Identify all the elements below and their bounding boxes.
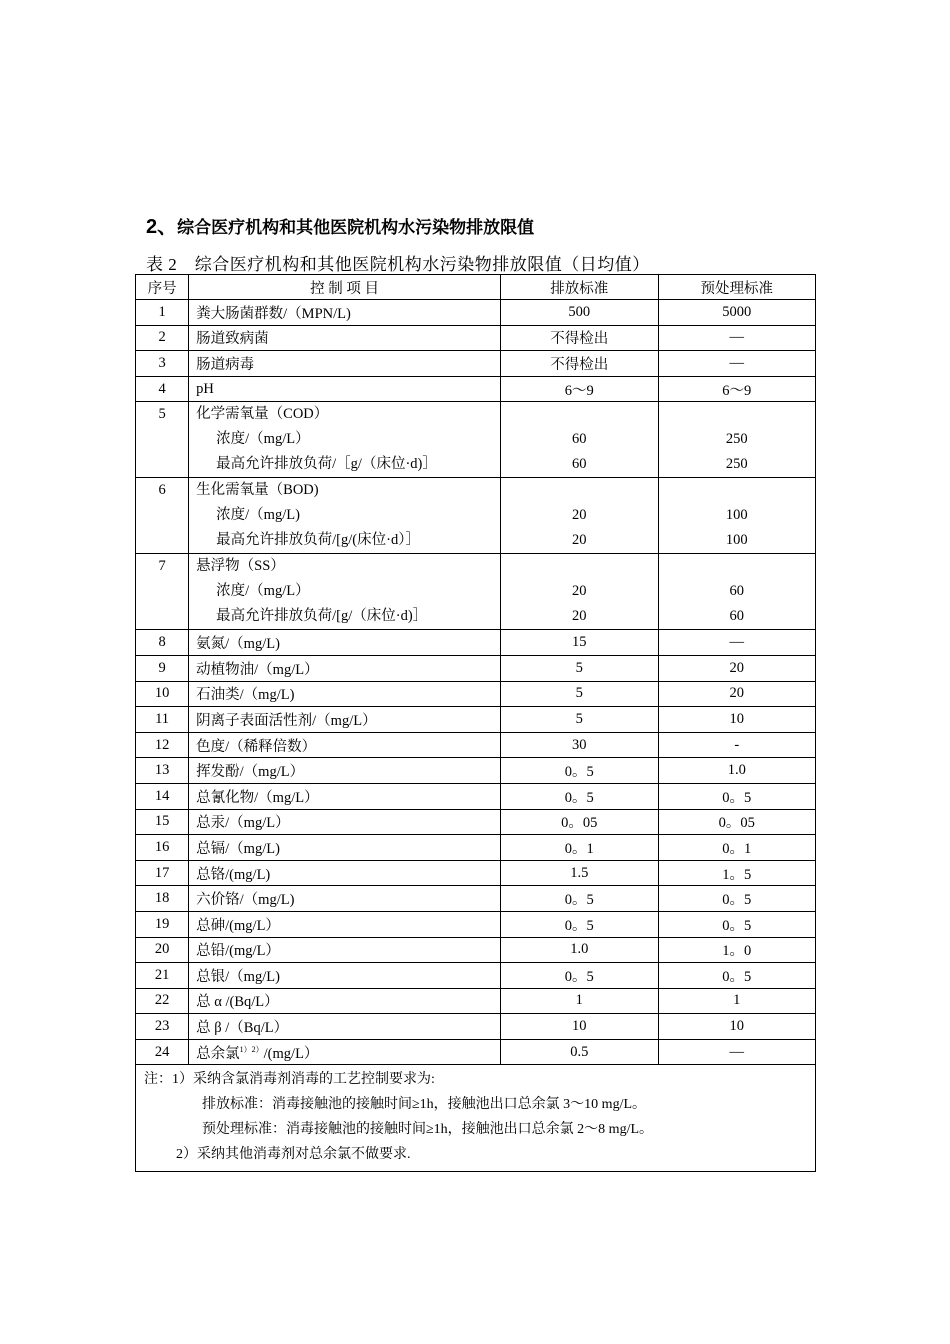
row-standard	[501, 402, 658, 478]
row-no: 18	[136, 886, 189, 912]
spacer	[659, 554, 815, 579]
sub-item-standard: 20	[572, 532, 587, 549]
row-no: 3	[136, 351, 189, 377]
row-item: 动植物油/（mg/L）	[189, 655, 501, 681]
row-standard: 0。5	[501, 911, 658, 937]
table-row	[136, 325, 816, 351]
row-item: 总氰化物/（mg/L）	[189, 783, 501, 809]
row-pretreatment: 10	[658, 1014, 815, 1040]
table-row	[136, 809, 816, 835]
notes-cell	[136, 1065, 816, 1172]
section-number: 2、	[146, 216, 178, 238]
row-standard: 6～9	[501, 376, 658, 402]
row-pretreatment	[658, 478, 815, 554]
sub-item-label: 浓度/（mg/L）	[216, 583, 310, 600]
row-standard: 1.0	[501, 937, 658, 963]
row-item-text: 总余氯	[196, 1045, 240, 1062]
row-no: 12	[136, 732, 189, 758]
row-pretreatment: 20	[658, 655, 815, 681]
row-item: 氨氮/（mg/L)	[189, 630, 501, 656]
row-no: 8	[136, 630, 189, 656]
sub-item-pretreatment: 100	[725, 507, 748, 524]
row-no: 1	[136, 300, 189, 326]
row-standard: 0。05	[501, 809, 658, 835]
row-no: 20	[136, 937, 189, 963]
table-row-multi	[136, 554, 816, 630]
row-no	[136, 402, 189, 478]
sub-item-pretreatment: 60	[729, 608, 744, 625]
row-standard: 0。5	[501, 758, 658, 784]
table-row	[136, 732, 816, 758]
section-title: 综合医疗机构和其他医院机构水污染物排放限值	[177, 218, 535, 238]
table-row	[136, 630, 816, 656]
row-no: 19	[136, 911, 189, 937]
header-standard: 排放标准	[501, 275, 658, 300]
row-standard	[501, 554, 658, 630]
sub-item-standard: 20	[572, 583, 587, 600]
row-pretreatment: —	[658, 1039, 815, 1065]
row-pretreatment	[658, 402, 815, 478]
footnote-marks: 1）2）	[239, 1044, 264, 1054]
note-line: 注：1）采纳含氯消毒剂消毒的工艺控制要求为:	[144, 1072, 435, 1088]
row-pretreatment: —	[658, 325, 815, 351]
row-item: 总砷/(mg/L）	[189, 911, 501, 937]
table-row	[136, 655, 816, 681]
row-standard: 15	[501, 630, 658, 656]
row-pretreatment: 0。1	[658, 835, 815, 861]
row-no-text: 5	[158, 406, 166, 423]
row-item: 肠道病毒	[189, 351, 501, 377]
row-no: 13	[136, 758, 189, 784]
table-row	[136, 707, 816, 733]
row-no	[136, 554, 189, 630]
table-row	[136, 300, 816, 326]
row-item-title: 化学需氧量（COD）	[196, 406, 329, 423]
header-no: 序号	[136, 275, 189, 300]
row-no: 17	[136, 860, 189, 886]
row-item-title: 悬浮物（SS）	[196, 558, 285, 575]
spacer	[659, 478, 815, 503]
row-pretreatment: 1.0	[658, 758, 815, 784]
row-item	[189, 1039, 501, 1065]
row-standard: 0。5	[501, 886, 658, 912]
sub-item-standard: 60	[572, 456, 587, 473]
row-item-unit: /(mg/L）	[263, 1045, 319, 1062]
table-row-multi	[136, 478, 816, 554]
row-pretreatment: 0。5	[658, 911, 815, 937]
row-standard: 5	[501, 681, 658, 707]
note-line: 预处理标准：消毒接触池的接触时间≥1h，接触池出口总余氯 2～8 mg/L。	[202, 1122, 654, 1138]
row-item: pH	[189, 376, 501, 402]
row-item: 总镉/（mg/L)	[189, 835, 501, 861]
row-pretreatment: 1	[658, 988, 815, 1014]
row-item: 色度/（稀释倍数）	[189, 732, 501, 758]
row-no	[136, 478, 189, 554]
row-no: 23	[136, 1014, 189, 1040]
row-no: 21	[136, 963, 189, 989]
row-item: 肠道致病菌	[189, 325, 501, 351]
sub-item-pretreatment: 100	[725, 532, 748, 549]
row-no: 14	[136, 783, 189, 809]
row-pretreatment: 0。5	[658, 963, 815, 989]
sub-item-standard: 60	[572, 431, 587, 448]
row-pretreatment: 0。5	[658, 783, 815, 809]
row-item: 总汞/（mg/L）	[189, 809, 501, 835]
table-row	[136, 681, 816, 707]
table-row-multi	[136, 402, 816, 478]
row-pretreatment: 6～9	[658, 376, 815, 402]
table-row	[136, 1014, 816, 1040]
row-pretreatment: 10	[658, 707, 815, 733]
sub-item-label: 浓度/（mg/L)	[216, 507, 300, 524]
row-item: 总铅/(mg/L）	[189, 937, 501, 963]
notes-row	[136, 1065, 816, 1172]
table-row	[136, 783, 816, 809]
row-item	[189, 402, 501, 478]
row-no: 15	[136, 809, 189, 835]
row-pretreatment: 1。0	[658, 937, 815, 963]
row-pretreatment: 1。5	[658, 860, 815, 886]
row-item: 六价铬/（mg/L)	[189, 886, 501, 912]
section-heading	[146, 210, 534, 239]
table-header-row	[136, 275, 816, 300]
row-no: 2	[136, 325, 189, 351]
table-row	[136, 963, 816, 989]
row-pretreatment: 5000	[658, 300, 815, 326]
row-item: 石油类/（mg/L)	[189, 681, 501, 707]
sub-item-pretreatment: 250	[725, 431, 748, 448]
spacer	[501, 478, 657, 503]
sub-item-pretreatment: 250	[725, 456, 748, 473]
row-pretreatment: 20	[658, 681, 815, 707]
table-caption: 表 2 综合医疗机构和其他医院机构水污染物排放限值（日均值）	[146, 255, 650, 274]
row-no: 11	[136, 707, 189, 733]
row-item	[189, 478, 501, 554]
emission-limits-table	[135, 274, 816, 1172]
table-row	[136, 860, 816, 886]
sub-item-standard: 20	[572, 507, 587, 524]
table-row	[136, 376, 816, 402]
table-row	[136, 911, 816, 937]
row-standard: 5	[501, 655, 658, 681]
row-standard: 0。5	[501, 963, 658, 989]
note-line: 排放标准：消毒接触池的接触时间≥1h，接触池出口总余氯 3～10 mg/L。	[202, 1097, 647, 1113]
header-pretreatment: 预处理标准	[658, 275, 815, 300]
row-pretreatment: —	[658, 630, 815, 656]
row-standard: 0.5	[501, 1039, 658, 1065]
sub-item-label: 最高允许排放负荷/[g/(床位·d）］	[216, 532, 420, 549]
row-standard: 不得检出	[501, 325, 658, 351]
row-item: 挥发酚/（mg/L）	[189, 758, 501, 784]
row-pretreatment	[658, 554, 815, 630]
row-pretreatment: —	[658, 351, 815, 377]
row-standard: 0。1	[501, 835, 658, 861]
row-standard: 0。5	[501, 783, 658, 809]
row-standard: 1	[501, 988, 658, 1014]
sub-item-standard: 20	[572, 608, 587, 625]
row-item: 阴离子表面活性剂/（mg/L）	[189, 707, 501, 733]
spacer	[659, 402, 815, 427]
table-row	[136, 351, 816, 377]
row-item: 总 α /(Bq/L）	[189, 988, 501, 1014]
table-row	[136, 758, 816, 784]
row-no: 4	[136, 376, 189, 402]
spacer	[501, 402, 657, 427]
note-line: 2）采纳其他消毒剂对总余氯不做要求.	[176, 1147, 411, 1163]
row-standard: 30	[501, 732, 658, 758]
row-no: 24	[136, 1039, 189, 1065]
row-no-text: 7	[158, 558, 166, 575]
table-row	[136, 988, 816, 1014]
table-row	[136, 886, 816, 912]
row-pretreatment: 0。5	[658, 886, 815, 912]
row-standard: 500	[501, 300, 658, 326]
row-no: 10	[136, 681, 189, 707]
sub-item-label: 浓度/（mg/L）	[216, 431, 310, 448]
row-standard: 5	[501, 707, 658, 733]
row-pretreatment: -	[658, 732, 815, 758]
table-row	[136, 835, 816, 861]
header-item: 控 制 项 目	[189, 275, 501, 300]
row-item: 总银/（mg/L)	[189, 963, 501, 989]
row-no: 16	[136, 835, 189, 861]
row-no: 22	[136, 988, 189, 1014]
sub-item-label: 最高允许排放负荷/［g/（床位·d)］	[216, 456, 437, 473]
row-item-title: 生化需氧量（BOD)	[196, 482, 319, 499]
sub-item-label: 最高允许排放负荷/[g/（床位·d)］	[216, 608, 428, 625]
row-pretreatment: 0。05	[658, 809, 815, 835]
row-item: 粪大肠菌群数/（MPN/L)	[189, 300, 501, 326]
sub-item-pretreatment: 60	[729, 583, 744, 600]
table-row	[136, 937, 816, 963]
row-no: 9	[136, 655, 189, 681]
row-standard: 10	[501, 1014, 658, 1040]
row-standard: 1.5	[501, 860, 658, 886]
row-item: 总铬/(mg/L)	[189, 860, 501, 886]
row-no-text: 6	[158, 482, 166, 499]
row-standard	[501, 478, 658, 554]
row-standard: 不得检出	[501, 351, 658, 377]
row-item	[189, 554, 501, 630]
spacer	[501, 554, 657, 579]
row-item: 总 β /（Bq/L）	[189, 1014, 501, 1040]
table-row	[136, 1039, 816, 1065]
